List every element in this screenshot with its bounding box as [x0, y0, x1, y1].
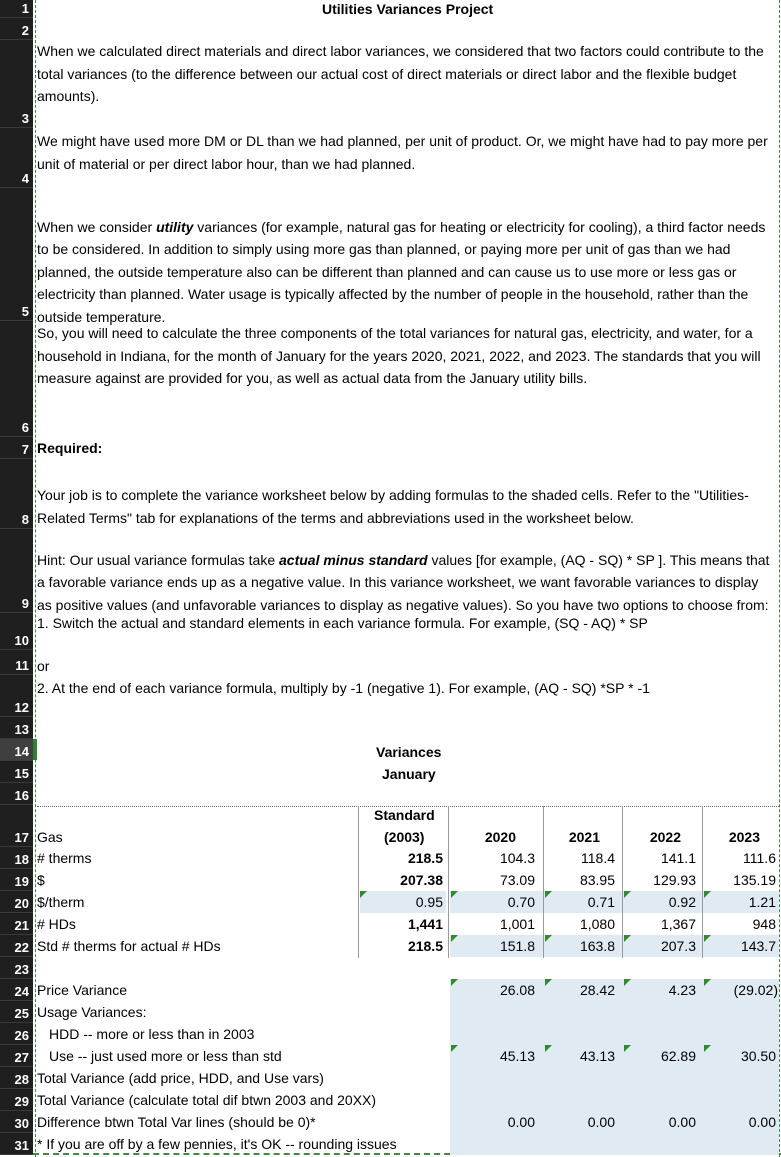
row-label: $ [37, 872, 45, 888]
variance-cell[interactable]: 30.50 [740, 1048, 776, 1064]
year-header: 2023 [728, 829, 760, 845]
row-label: # therms [37, 850, 92, 866]
instruction-paragraph: Your job is to complete the variance worksheet below by adding formulas to the shaded cells. Refer to the "Utilities-Related Terms" tab for explanations of the terms and abbreviations used in the worksheet below. [37, 487, 749, 526]
data-cell[interactable]: 163.8 [579, 938, 615, 954]
variance-cell[interactable]: 0.00 [748, 1114, 776, 1130]
footnote: * If you are off by a few pennies, it's OK -- rounding issues [37, 1136, 397, 1152]
data-cell[interactable]: 104.3 [499, 850, 535, 866]
data-cell[interactable]: 135.19 [733, 872, 776, 888]
data-cell[interactable]: 73.09 [499, 872, 535, 888]
year-header: 2021 [568, 829, 600, 845]
row-header[interactable]: 26 [0, 1023, 33, 1045]
row-label: Usage Variances: [37, 1004, 147, 1020]
row-label: HDD -- more or less than in 2003 [49, 1026, 255, 1042]
shaded-cell[interactable] [450, 1023, 779, 1155]
data-cell[interactable]: 111.6 [743, 850, 776, 866]
required-heading: Required: [37, 440, 103, 456]
column-divider [358, 806, 359, 958]
variance-cell[interactable]: 43.13 [579, 1048, 615, 1064]
formula-warning-icon[interactable] [360, 891, 367, 898]
year-header: 2020 [484, 829, 516, 845]
row-header[interactable]: 6 [0, 321, 33, 437]
data-cell[interactable]: 118.4 [581, 850, 615, 866]
row-header[interactable]: 20 [0, 891, 33, 913]
row-header[interactable]: 2 [0, 18, 33, 40]
page-break-line [779, 0, 780, 1157]
data-cell[interactable]: 1,080 [579, 916, 615, 932]
row-header[interactable]: 10 [0, 613, 33, 650]
data-cell[interactable]: 1,001 [499, 916, 535, 932]
row-label: # HDs [37, 916, 76, 932]
variance-cell[interactable]: 62.89 [660, 1048, 696, 1064]
data-cell[interactable]: 129.93 [653, 872, 696, 888]
row-header[interactable]: 16 [0, 783, 33, 805]
variance-cell[interactable]: 26.08 [499, 982, 535, 998]
row-header[interactable]: 19 [0, 869, 33, 891]
row-header[interactable]: 7 [0, 437, 33, 459]
standard-value[interactable]: 218.5 [407, 938, 443, 954]
worksheet-subheading: January [382, 766, 436, 782]
formula-warning-icon[interactable] [451, 979, 458, 986]
data-cell[interactable]: 83.95 [579, 872, 615, 888]
standard-value[interactable]: 218.5 [407, 850, 443, 866]
year-header: 2022 [649, 829, 681, 845]
row-label: Difference btwn Total Var lines (should be 0)* [37, 1114, 316, 1130]
variance-cell[interactable]: (29.02) [733, 982, 778, 998]
variance-cell[interactable]: 45.13 [499, 1048, 535, 1064]
data-cell[interactable]: 143.7 [740, 938, 776, 954]
row-label: Total Variance (calculate total dif btwn 2003 and 20XX) [37, 1092, 377, 1108]
row-header[interactable]: 4 [0, 128, 33, 188]
text-run: values [for example, (AQ - SQ) * SP ]. This means that a favorable variance ends up as a negative value. In this variance worksheet, we want favorable variances to display as positive values (and unfavorable variances to display as negative values). So you have two options to choose from: [37, 551, 770, 613]
section-label: Gas [37, 829, 63, 845]
standard-header: Standard [374, 807, 435, 823]
row-header[interactable]: 29 [0, 1089, 33, 1111]
row-label: Total Variance (add price, HDD, and Use vars) [37, 1070, 324, 1086]
formula-warning-icon[interactable] [624, 979, 631, 986]
page-title: Utilities Variances Project [322, 1, 494, 17]
text-run: variances (for example, natural gas for heating or electricity for cooling), a third factor needs to be considered. In addition to simply using more gas than planned, or paying more per unit of gas than we had planned, the outside temperature also can be different than planned and can cause us to use more or less gas or electricity than planned. Water usage is typically affected by the number of people in the household, rather than the outside temperature. [37, 218, 766, 325]
row-header[interactable]: 1 [0, 0, 33, 18]
hint-paragraph [37, 526, 777, 616]
formula-warning-icon[interactable] [451, 935, 458, 942]
text-run: Hint: Our usual variance formulas take [37, 551, 279, 568]
row-header[interactable]: 28 [0, 1067, 33, 1089]
row-header[interactable]: 15 [0, 761, 33, 783]
formula-warning-icon[interactable] [451, 1045, 458, 1052]
data-cell[interactable]: 0.70 [507, 894, 535, 910]
variance-cell[interactable]: 28.42 [579, 982, 615, 998]
column-divider [702, 806, 703, 958]
row-label: Use -- just used more or less than std [49, 1048, 282, 1064]
row-header[interactable]: 22 [0, 935, 33, 957]
row-header[interactable]: 31 [0, 1133, 33, 1155]
data-cell[interactable]: 1,367 [660, 916, 696, 932]
data-cell[interactable]: 1.21 [748, 894, 776, 910]
option-one: 1. Switch the actual and standard elements in each variance formula. For example, (SQ - AQ) * SP [37, 615, 648, 631]
variance-cell[interactable]: 4.23 [668, 982, 696, 998]
intro-paragraph: We might have used more DM or DL than we had planned, per unit of product. Or, we might have had to pay more per unit of material or per direct labor hour, than we had planned. [37, 133, 768, 172]
formula-warning-icon[interactable] [704, 979, 711, 986]
row-label: $/therm [37, 894, 85, 910]
page-break-line [35, 0, 36, 1157]
variance-cell[interactable]: 0.00 [507, 1114, 535, 1130]
option-or: or [37, 658, 50, 674]
emphasis-text: actual minus standard [279, 551, 428, 568]
variance-cell[interactable]: 0.00 [587, 1114, 615, 1130]
option-two: 2. At the end of each variance formula, multiply by -1 (negative 1). For example, (AQ - SQ) *SP * -1 [37, 680, 650, 696]
formula-warning-icon[interactable] [704, 1045, 711, 1052]
row-header[interactable]: 12 [0, 675, 33, 717]
formula-warning-icon[interactable] [624, 891, 631, 898]
row-header[interactable]: 3 [0, 40, 33, 128]
standard-value[interactable]: 0.95 [415, 894, 443, 910]
data-cell[interactable]: 141.1 [660, 850, 696, 866]
row-header[interactable]: 23 [0, 957, 33, 979]
row-header[interactable]: 5 [0, 188, 33, 321]
row-label: Price Variance [37, 982, 128, 998]
row-label: Std # therms for actual # HDs [37, 938, 221, 954]
column-divider [448, 806, 449, 958]
standard-value[interactable]: 1,441 [407, 916, 443, 932]
data-cell[interactable]: 151.8 [499, 938, 535, 954]
data-cell[interactable]: 0.71 [587, 894, 615, 910]
formula-warning-icon[interactable] [545, 891, 552, 898]
standard-value[interactable]: 207.38 [400, 872, 443, 888]
formula-warning-icon[interactable] [451, 891, 458, 898]
intro-paragraph: So, you will need to calculate the three components of the total variances for natural gas, electricity, and water, for a household in Indiana, for the month of January for the years 2020, 2021, 2022, and 2023. The standards that you will measure against are provided for you, as well as actual data from the January utility bills. [37, 325, 761, 386]
text-run: When we consider [37, 218, 157, 235]
formula-warning-icon[interactable] [545, 1045, 552, 1052]
intro-paragraph [37, 193, 777, 328]
row-header[interactable]: 13 [0, 717, 33, 739]
formula-warning-icon[interactable] [704, 935, 711, 942]
row-header[interactable]: 30 [0, 1111, 33, 1133]
formula-warning-icon[interactable] [704, 891, 711, 898]
row-header[interactable]: 8 [0, 459, 33, 529]
row-header[interactable]: 27 [0, 1045, 33, 1067]
standard-header-year: (2003) [384, 829, 425, 845]
data-cell[interactable]: 0.92 [668, 894, 696, 910]
row-header[interactable]: 11 [0, 650, 33, 675]
row-header[interactable]: 25 [0, 1001, 33, 1023]
column-divider [543, 806, 544, 958]
data-cell[interactable]: 207.3 [660, 938, 696, 954]
worksheet-heading: Variances [376, 744, 442, 760]
formula-warning-icon[interactable] [545, 979, 552, 986]
row-header[interactable]: 9 [0, 529, 33, 613]
formula-warning-icon[interactable] [545, 935, 552, 942]
row-header[interactable]: 17 [0, 805, 33, 847]
row-header[interactable]: 21 [0, 913, 33, 935]
row-header[interactable]: 24 [0, 979, 33, 1001]
row-header[interactable]: 18 [0, 847, 33, 869]
data-cell[interactable]: 948 [752, 916, 776, 932]
intro-paragraph: When we calculated direct materials and direct labor variances, we considered that two factors could contribute to the total variances (to the difference between our actual cost of direct materials or direct labor and the flexible budget amounts). [37, 43, 764, 104]
emphasis-text: utility [156, 218, 194, 235]
formula-warning-icon[interactable] [624, 1045, 631, 1052]
formula-warning-icon[interactable] [624, 935, 631, 942]
variance-cell[interactable]: 0.00 [668, 1114, 696, 1130]
column-divider [622, 806, 623, 958]
row-header-selected[interactable]: 14 [0, 739, 33, 761]
